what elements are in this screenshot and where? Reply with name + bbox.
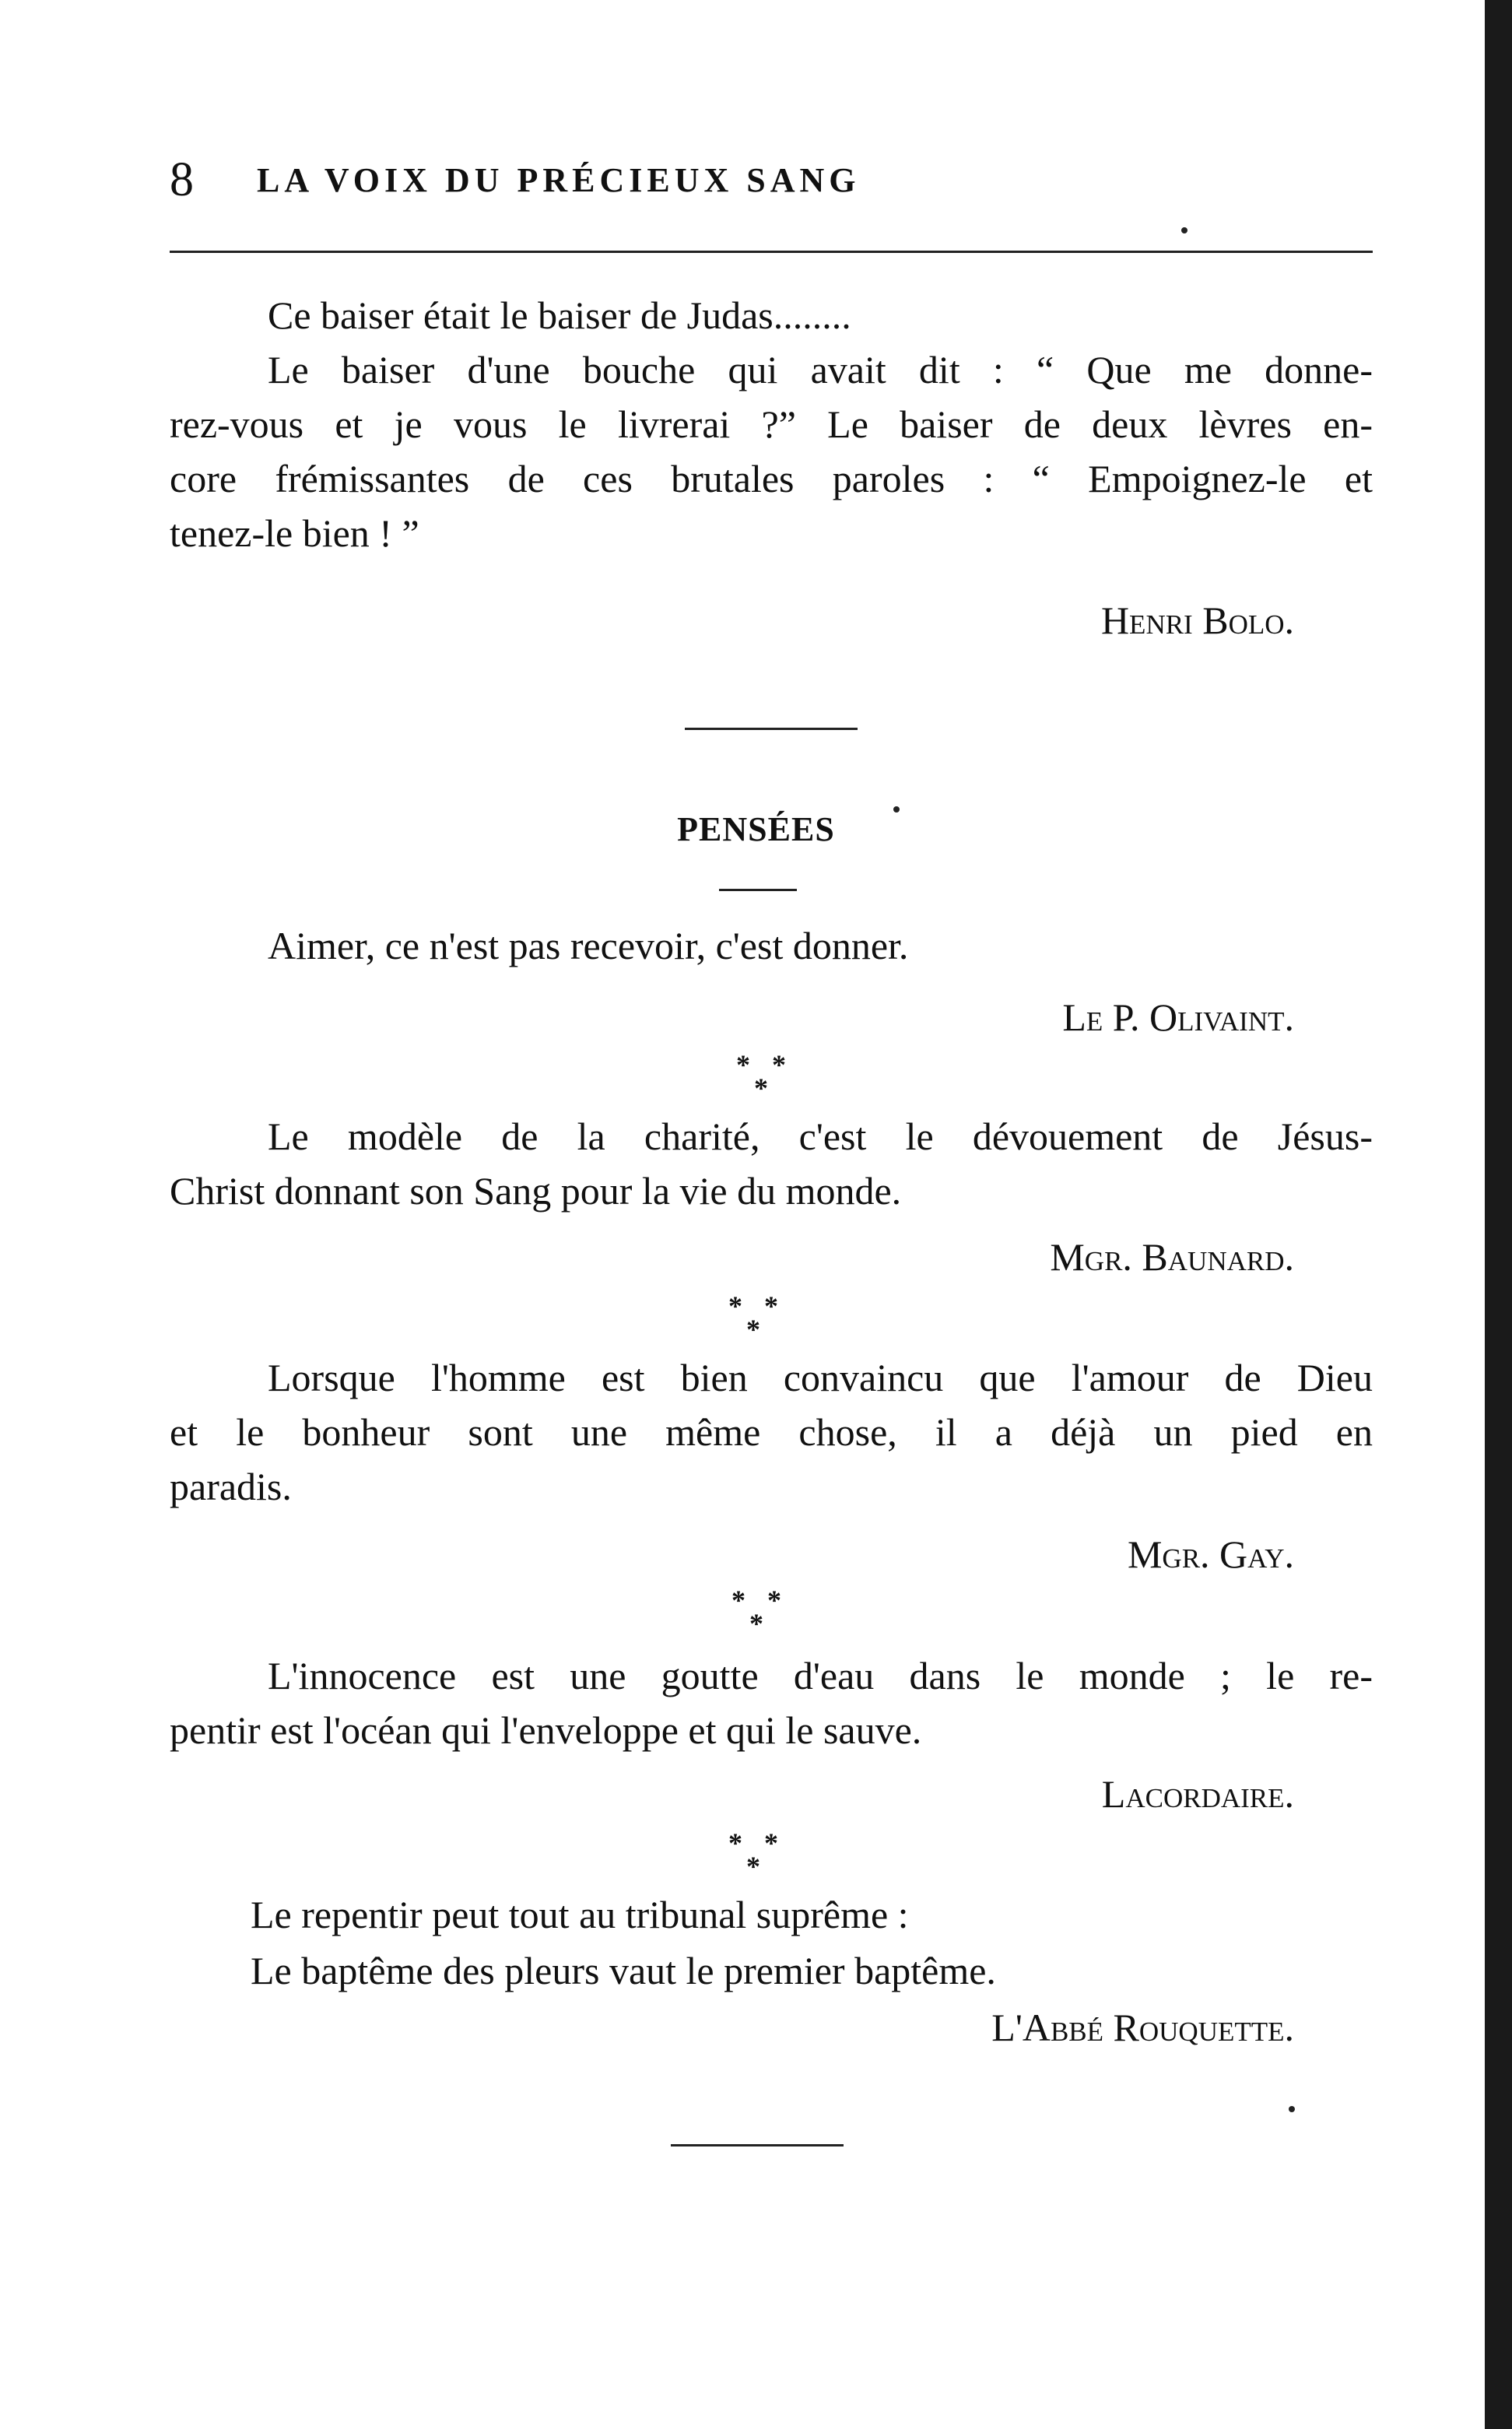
title-underline-rule	[719, 889, 797, 891]
thought-4-paragraph	[170, 1648, 1373, 1757]
book-binding-edge	[1485, 0, 1512, 2429]
thought-4-line-2: pentir est l'océan qui l'enveloppe et qui le sauve.	[170, 1708, 922, 1752]
asterisk-mark: *	[746, 1314, 760, 1345]
asterism-3	[731, 1586, 794, 1641]
section-separator-rule	[685, 728, 858, 730]
asterisk-mark: *	[749, 1608, 763, 1639]
signature-rouquette: L'Abbé Rouquette.	[991, 2006, 1294, 2049]
asterisk-mark: *	[728, 1290, 742, 1322]
section-title: PENSÉES	[677, 810, 835, 848]
signature-gay: Mgr. Gay.	[1127, 1532, 1294, 1576]
thought-3-line-3: paradis.	[170, 1465, 292, 1508]
print-speck	[893, 806, 900, 813]
thought-3-line-1: Lorsque l'homme est bien convaincu que l'amour de Dieu	[268, 1356, 1373, 1399]
asterisk-mark: *	[754, 1072, 768, 1104]
opening-line-2: Le baiser d'une bouche qui avait dit : “ Que me donne-	[268, 348, 1373, 391]
opening-line-1: Ce baiser était le baiser de Judas........	[268, 293, 851, 337]
thought-2-paragraph	[170, 1109, 1373, 1218]
thought-4-line-1: L'innocence est une goutte d'eau dans le monde ; le re-	[268, 1654, 1373, 1697]
thought-1	[170, 918, 1373, 973]
print-speck	[1181, 227, 1187, 233]
asterisk-mark: *	[728, 1827, 742, 1859]
opening-paragraph	[170, 342, 1373, 560]
asterisk-mark: *	[746, 1851, 760, 1882]
closing-rule	[671, 2144, 844, 2146]
asterism-1	[736, 1051, 798, 1105]
signature-lacordaire: Lacordaire.	[1101, 1772, 1294, 1816]
asterism-4	[728, 1829, 791, 1883]
opening-line-4: core frémissantes de ces brutales paroles : “ Empoignez-le et	[170, 457, 1373, 500]
opening-line-5: tenez-le bien ! ”	[170, 511, 419, 555]
asterisk-mark: *	[764, 1290, 778, 1322]
asterisk-mark: *	[764, 1827, 778, 1859]
print-speck	[1289, 2106, 1295, 2112]
verse-line-2: Le baptême des pleurs vaut le premier baptême.	[251, 1949, 996, 1992]
asterisk-mark: *	[736, 1049, 750, 1080]
thought-2	[170, 1109, 1373, 1218]
thought-3-paragraph	[170, 1350, 1373, 1514]
verse-line-1: Le repentir peut tout au tribunal suprême :	[251, 1893, 909, 1936]
opening-line-3: rez-vous et je vous le livrerai ?” Le baiser de deux lèvres en-	[170, 402, 1373, 446]
running-title: LA VOIX DU PRÉCIEUX SANG	[257, 161, 861, 199]
page-number: 8	[170, 153, 194, 206]
thought-3-line-2: et le bonheur sont une même chose, il a déjà un pied en	[170, 1410, 1373, 1454]
thought-2-line-1: Le modèle de la charité, c'est le dévouement de Jésus-	[268, 1114, 1373, 1158]
asterisk-mark: *	[772, 1049, 786, 1080]
signature-henri-bolo: Henri Bolo.	[1100, 598, 1294, 642]
thought-2-line-2: Christ donnant son Sang pour la vie du monde.	[170, 1169, 902, 1213]
thought-3	[170, 1350, 1373, 1514]
asterism-2	[728, 1292, 791, 1346]
signature-baunard: Mgr. Baunard.	[1050, 1235, 1294, 1279]
thought-1-line-1: Aimer, ce n'est pas recevoir, c'est donner.	[268, 924, 909, 967]
signature-olivaint: Le P. Olivaint.	[1062, 995, 1294, 1039]
opening-passage	[170, 288, 1373, 560]
thought-4	[170, 1648, 1373, 1757]
asterisk-mark: *	[731, 1585, 745, 1616]
header-rule	[170, 251, 1373, 253]
asterisk-mark: *	[767, 1585, 781, 1616]
